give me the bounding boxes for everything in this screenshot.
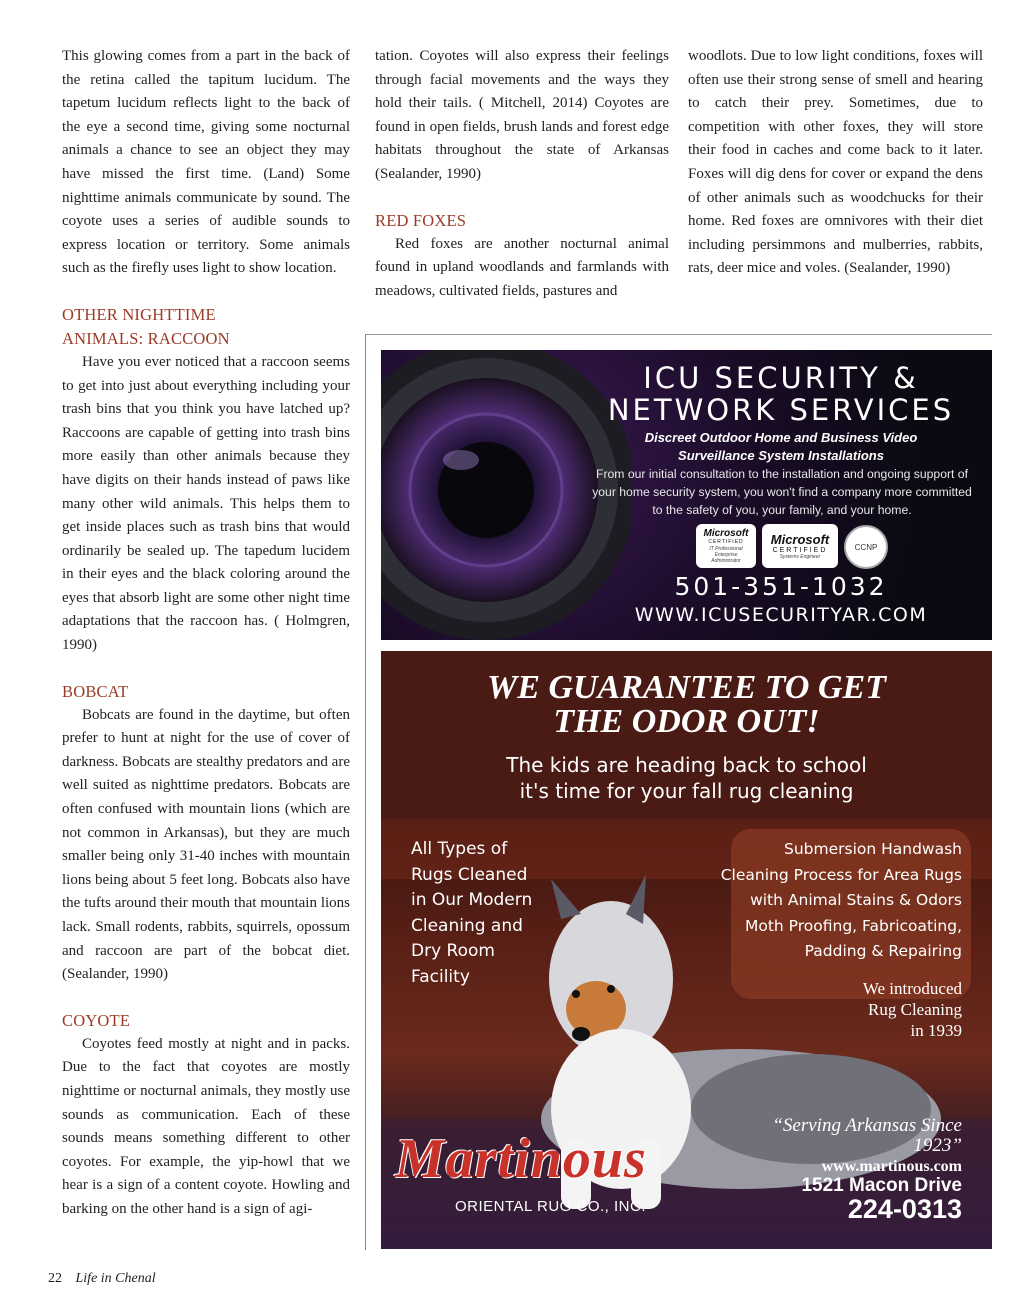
- page-footer: [48, 1271, 156, 1287]
- services-right-list: Submersion Handwash Cleaning Process for Area Rugs with Animal Stains & Odors Moth Proofing, Fabricoating, Padding & Repairing: [720, 840, 962, 960]
- icu-description: From our initial consultation to the installation and ongoing support of your home security system, you won't find a company more committed to the safety of you, your family, and your home.: [592, 467, 972, 517]
- ad-divider-horizontal: [365, 334, 992, 335]
- paragraph-glowing: This glowing comes from a part in the back of the retina called the tapitum lucidum. The tapetum lucidum reflects light to the back of the eye a second time, giving some nocturnal animals a chance to see an object they may have missed the first time. (Land) Some nighttime animals communicate by sound. The coyote uses a series of audible sounds to express location or territory. Some animals such as the firefly uses light to show location.: [62, 48, 350, 277]
- martinous-headline: [381, 671, 992, 739]
- ad-divider-vertical: [365, 334, 366, 1250]
- serving-arkansas-quote: “Serving Arkansas Since 1923”: [772, 1115, 962, 1156]
- ccnp-badge: CCNP: [844, 525, 888, 569]
- article-column-2: [375, 45, 669, 303]
- paragraph-raccoon: Have you ever noticed that a raccoon seems to get into just about everything including your trash bins that you think you have latched up? Raccoons are capable of getting into trash bins more easily than other animals because they have digits on their hands instead of paws like many other wild animals. This helps them to get inside places such as trash bins that would ordinarily be sealed up. The tapedum lucidem in their eyes and the black coloring around the eyes that absorb light are some other night time adaptations that the raccoon has. ( Holmgren, 1990): [62, 353, 350, 654]
- martinous-phone: 224-0313: [847, 1194, 962, 1224]
- icu-security-ad: [381, 350, 992, 640]
- paragraph-red-foxes: Red foxes are another nocturnal animal found in upland woodlands and farmlands with meadows, cultivated fields, pastures and: [375, 235, 669, 299]
- martinous-website: www.martinous.com: [821, 1158, 962, 1175]
- martinous-tagline: [381, 752, 992, 804]
- tagline-line1: The kids are heading back to school: [506, 753, 867, 777]
- icu-website: WWW.ICUSECURITYAR.COM: [634, 604, 928, 626]
- martinous-company-name: ORIENTAL RUG CO., INC.: [455, 1198, 647, 1215]
- icu-subtitle-line1: Discreet Outdoor Home and Business Video: [644, 430, 918, 445]
- martinous-logo: Martinous: [395, 1128, 647, 1190]
- martinous-rug-ad: [381, 651, 992, 1249]
- services-left-list: All Types of Rugs Cleaned in Our Modern Cleaning and Dry Room Facility: [411, 839, 533, 987]
- paragraph-coyote-cont: tation. Coyotes will also express their feelings through facial movements and the ways they hold their tails. ( Mitchell, 2014) Coyotes are found in open fields, brush lands and forest edge habitats throughout the state of Arkansas (Sealander, 1990): [375, 48, 669, 182]
- heading-raccoon-line2: ANIMALS: RACCOON: [62, 328, 230, 348]
- icu-subtitle-line2: Surveillance System Installations: [678, 448, 884, 463]
- paragraph-bobcat: Bobcats are found in the daytime, but often prefer to hunt at night for the use of cover of darkness. Bobcats are stealthy predators and are well suited as nighttime predators. Bobcats are often confused with mountain lions (which are not common in Arkansas), but they are much smaller being only 31-40 inches with mountain lions being about 5 feet long. Bobcats also have the tufts around their mouth that mountain lions lack. Small rodents, rabbits, squirrels, opossum and raccoon are part of the bobcat diet. (Sealander, 1990): [62, 706, 350, 983]
- article-column-3: [688, 45, 983, 281]
- microsoft-itpro-badge: Microsoft CERTIFIED IT Professional Enterprise Administrator: [696, 524, 756, 568]
- paragraph-coyote: Coyotes feed mostly at night and in packs. Due to the fact that coyotes are mostly nighttime or nocturnal animals, they mostly use sounds as communication. Each of these sounds means something different to other coyotes. For example, the yip-howl that we hear is a sign of a content coyote. Howling and barking on the other hand is a sign of agi-: [62, 1035, 350, 1217]
- page-number: 22: [48, 1271, 62, 1286]
- icu-phone: 501-351-1032: [674, 572, 888, 601]
- tagline-line2: it's time for your fall rug cleaning: [519, 779, 854, 803]
- certification-badges: [696, 524, 888, 569]
- microsoft-engineer-badge: Microsoft CERTIFIED Systems Engineer: [762, 524, 838, 568]
- heading-bobcat: BOBCAT: [62, 681, 129, 701]
- icu-title-line1: ICU SECURITY &: [643, 361, 919, 395]
- heading-red-foxes: RED FOXES: [375, 210, 467, 230]
- icu-subtitle: [581, 429, 981, 465]
- magazine-name: Life in Chenal: [75, 1271, 156, 1286]
- since-1939-note: We introduced Rug Cleaning in 1939: [862, 979, 962, 1040]
- heading-raccoon-line1: OTHER NIGHTTIME: [62, 304, 216, 324]
- icu-title-line2: NETWORK SERVICES: [607, 393, 955, 427]
- martinous-address: 1521 Macon Drive: [801, 1175, 962, 1196]
- article-column-1: [62, 45, 350, 1222]
- paragraph-foxes-cont: woodlots. Due to low light conditions, foxes will often use their strong sense of smell and hearing to catch their prey. Sometimes, due to competition with other foxes, they will store their food in caches and come back to it later. Foxes will dig dens for cover or expand the dens of other animals such as woodchucks for their home. Red foxes are omnivores with their diet including persimmons and mulberries, rabbits, rats, deer mice and voles. (Sealander, 1990): [688, 48, 983, 277]
- heading-coyote: COYOTE: [62, 1010, 131, 1030]
- headline-line1: WE GUARANTEE TO GET: [487, 669, 886, 706]
- heading-raccoon: [62, 303, 350, 351]
- icu-title: [571, 362, 991, 426]
- headline-line2: THE ODOR OUT!: [553, 703, 820, 740]
